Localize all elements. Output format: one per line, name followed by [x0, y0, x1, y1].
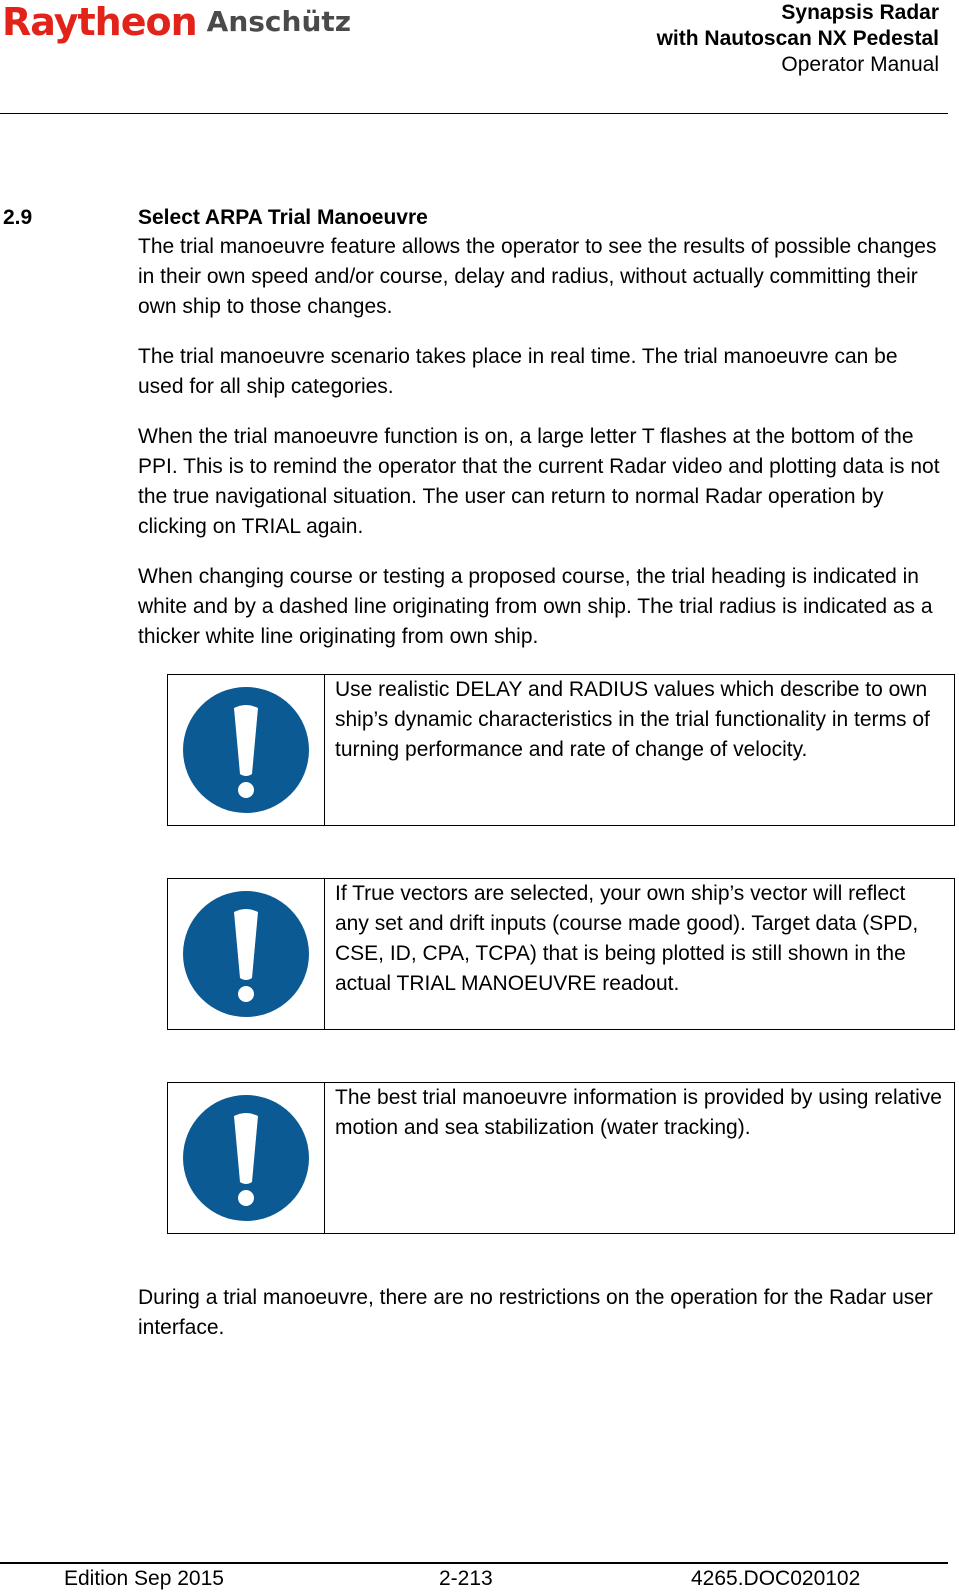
footer-edition: Edition Sep 2015: [64, 1567, 224, 1590]
section-number: 2.9: [3, 206, 33, 229]
exclamation-icon: [182, 890, 310, 1018]
logo-anschutz-text: Anschütz: [206, 5, 352, 38]
company-logo: [2, 0, 351, 44]
paragraph-intro: The trial manoeuvre feature allows the operator to see the results of possible changes in their own speed and/or course, delay and radius, without actually committing their own ship to those changes.: [138, 235, 937, 318]
note-text: If True vectors are selected, your own ship’s vector will reflect any set and drift inputs (course made good). Target data (SPD, CSE, ID, CPA, TCPA) that is being plotted is still shown in the actual TRIAL MANOEUVRE readout.: [335, 882, 919, 995]
note-box: [167, 674, 955, 826]
header-title-line1: Synapsis Radar: [781, 1, 939, 24]
paragraph-trial-heading: When changing course or testing a proposed course, the trial heading is indicated in white and by a dashed line originating from own ship. The trial radius is indicated as a thicker white line originating from own ship.: [138, 565, 933, 648]
header-title-line2: with Nautoscan NX Pedestal: [656, 27, 939, 50]
header-title-line3: Operator Manual: [781, 53, 939, 76]
note-text: The best trial manoeuvre information is provided by using relative motion and sea stabilization (water tracking).: [335, 1086, 942, 1139]
header-divider: [0, 113, 948, 114]
paragraph-letter-t: When the trial manoeuvre function is on, a large letter T flashes at the bottom of the PPI. This is to remind the operator that the current Radar video and plotting data is not the true navigational situation. The user can return to normal Radar operation by clicking on TRIAL again.: [138, 425, 940, 538]
footer-page-number: 2-213: [439, 1567, 493, 1590]
section-title: Select ARPA Trial Manoeuvre: [138, 206, 428, 229]
paragraph-real-time: The trial manoeuvre scenario takes place in real time. The trial manoeuvre can be used for all ship categories.: [138, 345, 898, 398]
note-text: Use realistic DELAY and RADIUS values which describe to own ship’s dynamic characteristics in the trial functionality in terms of turning performance and rate of change of velocity.: [335, 678, 930, 761]
note-box: [167, 1082, 955, 1234]
footer-doc-number: 4265.DOC020102: [691, 1567, 861, 1590]
logo-raytheon-text: Raytheon: [2, 0, 197, 44]
note-box: [167, 878, 955, 1030]
paragraph-closing: During a trial manoeuvre, there are no restrictions on the operation for the Radar user interface.: [138, 1286, 933, 1339]
footer-divider: [0, 1562, 948, 1564]
exclamation-icon: [182, 686, 310, 814]
document-header-title: [657, 0, 939, 78]
exclamation-icon: [182, 1094, 310, 1222]
